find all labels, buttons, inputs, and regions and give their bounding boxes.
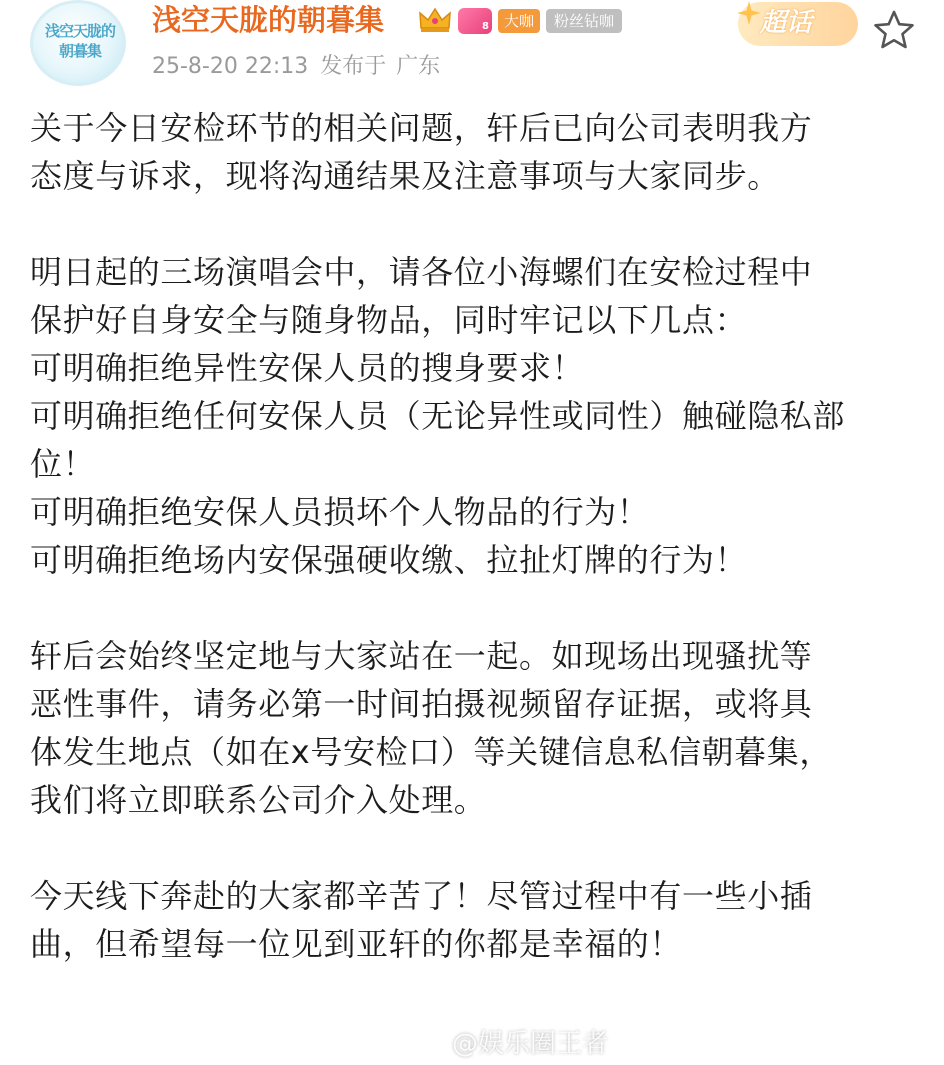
post-line: 明日起的三场演唱会中，请各位小海螺们在安检过程中 [30,253,813,291]
post-header [0,0,944,100]
post-line: 位！ [30,445,96,483]
post-location: 广东 [396,54,441,79]
post-line: 轩后会始终坚定地与大家站在一起。如现场出现骚扰等 [30,637,813,675]
post-line: 关于今日安检环节的相关问题，轩后已向公司表明我方 [30,109,813,147]
post-line: 态度与诉求，现将沟通结果及注意事项与大家同步。 [30,157,780,195]
post-line: 今天线下奔赴的大家都辛苦了！尽管过程中有一些小插 [30,877,813,915]
post-line: 保护好自身安全与随身物品，同时牢记以下几点： [30,301,748,339]
post-line: 体发生地点（如在x号安检口）等关键信息私信朝暮集， [30,733,832,771]
post-meta [152,52,440,82]
location-label: 发布于 [320,54,387,79]
fan-badge: 粉丝钻咖 [546,9,622,33]
paragraph-gap [30,200,920,248]
vip-badge-icon [458,8,492,34]
avatar-text: 浅空天胧的朝暮集 [45,22,116,60]
big-v-badge: 大咖 [498,9,540,33]
post-line: 可明确拒绝场内安保强硬收缴、拉扯灯牌的行为！ [30,541,748,579]
paragraph-gap [30,584,920,632]
watermark [420,1026,608,1062]
author-name[interactable]: 浅空天胧的朝暮集 [152,3,385,37]
avatar[interactable] [30,0,126,86]
watermark-text: @娱乐圈王者 [452,1029,609,1059]
post-line: 曲，但希望每一位见到亚轩的你都是幸福的！ [30,925,683,963]
vip-level: 8 [482,21,489,32]
crown-icon [418,6,452,34]
sparkle-icon [736,0,762,26]
post-line: 恶性事件，请务必第一时间拍摄视频留存证据，或将具 [30,685,813,723]
paragraph-gap [30,824,920,872]
post-time: 25-8-20 22:13 [152,54,309,79]
weibo-logo-icon [420,1033,448,1057]
post-line: 可明确拒绝任何安保人员（无论异性或同性）触碰隐私部 [30,397,846,435]
star-outline-icon[interactable] [872,8,916,52]
supertopic-label: 超话 [760,8,813,38]
supertopic-badge[interactable] [718,0,868,54]
post-line: 可明确拒绝安保人员损坏个人物品的行为！ [30,493,650,531]
post-body [30,104,920,968]
post-line: 我们将立即联系公司介入处理。 [30,781,487,819]
post-line: 可明确拒绝异性安保人员的搜身要求！ [30,349,585,387]
